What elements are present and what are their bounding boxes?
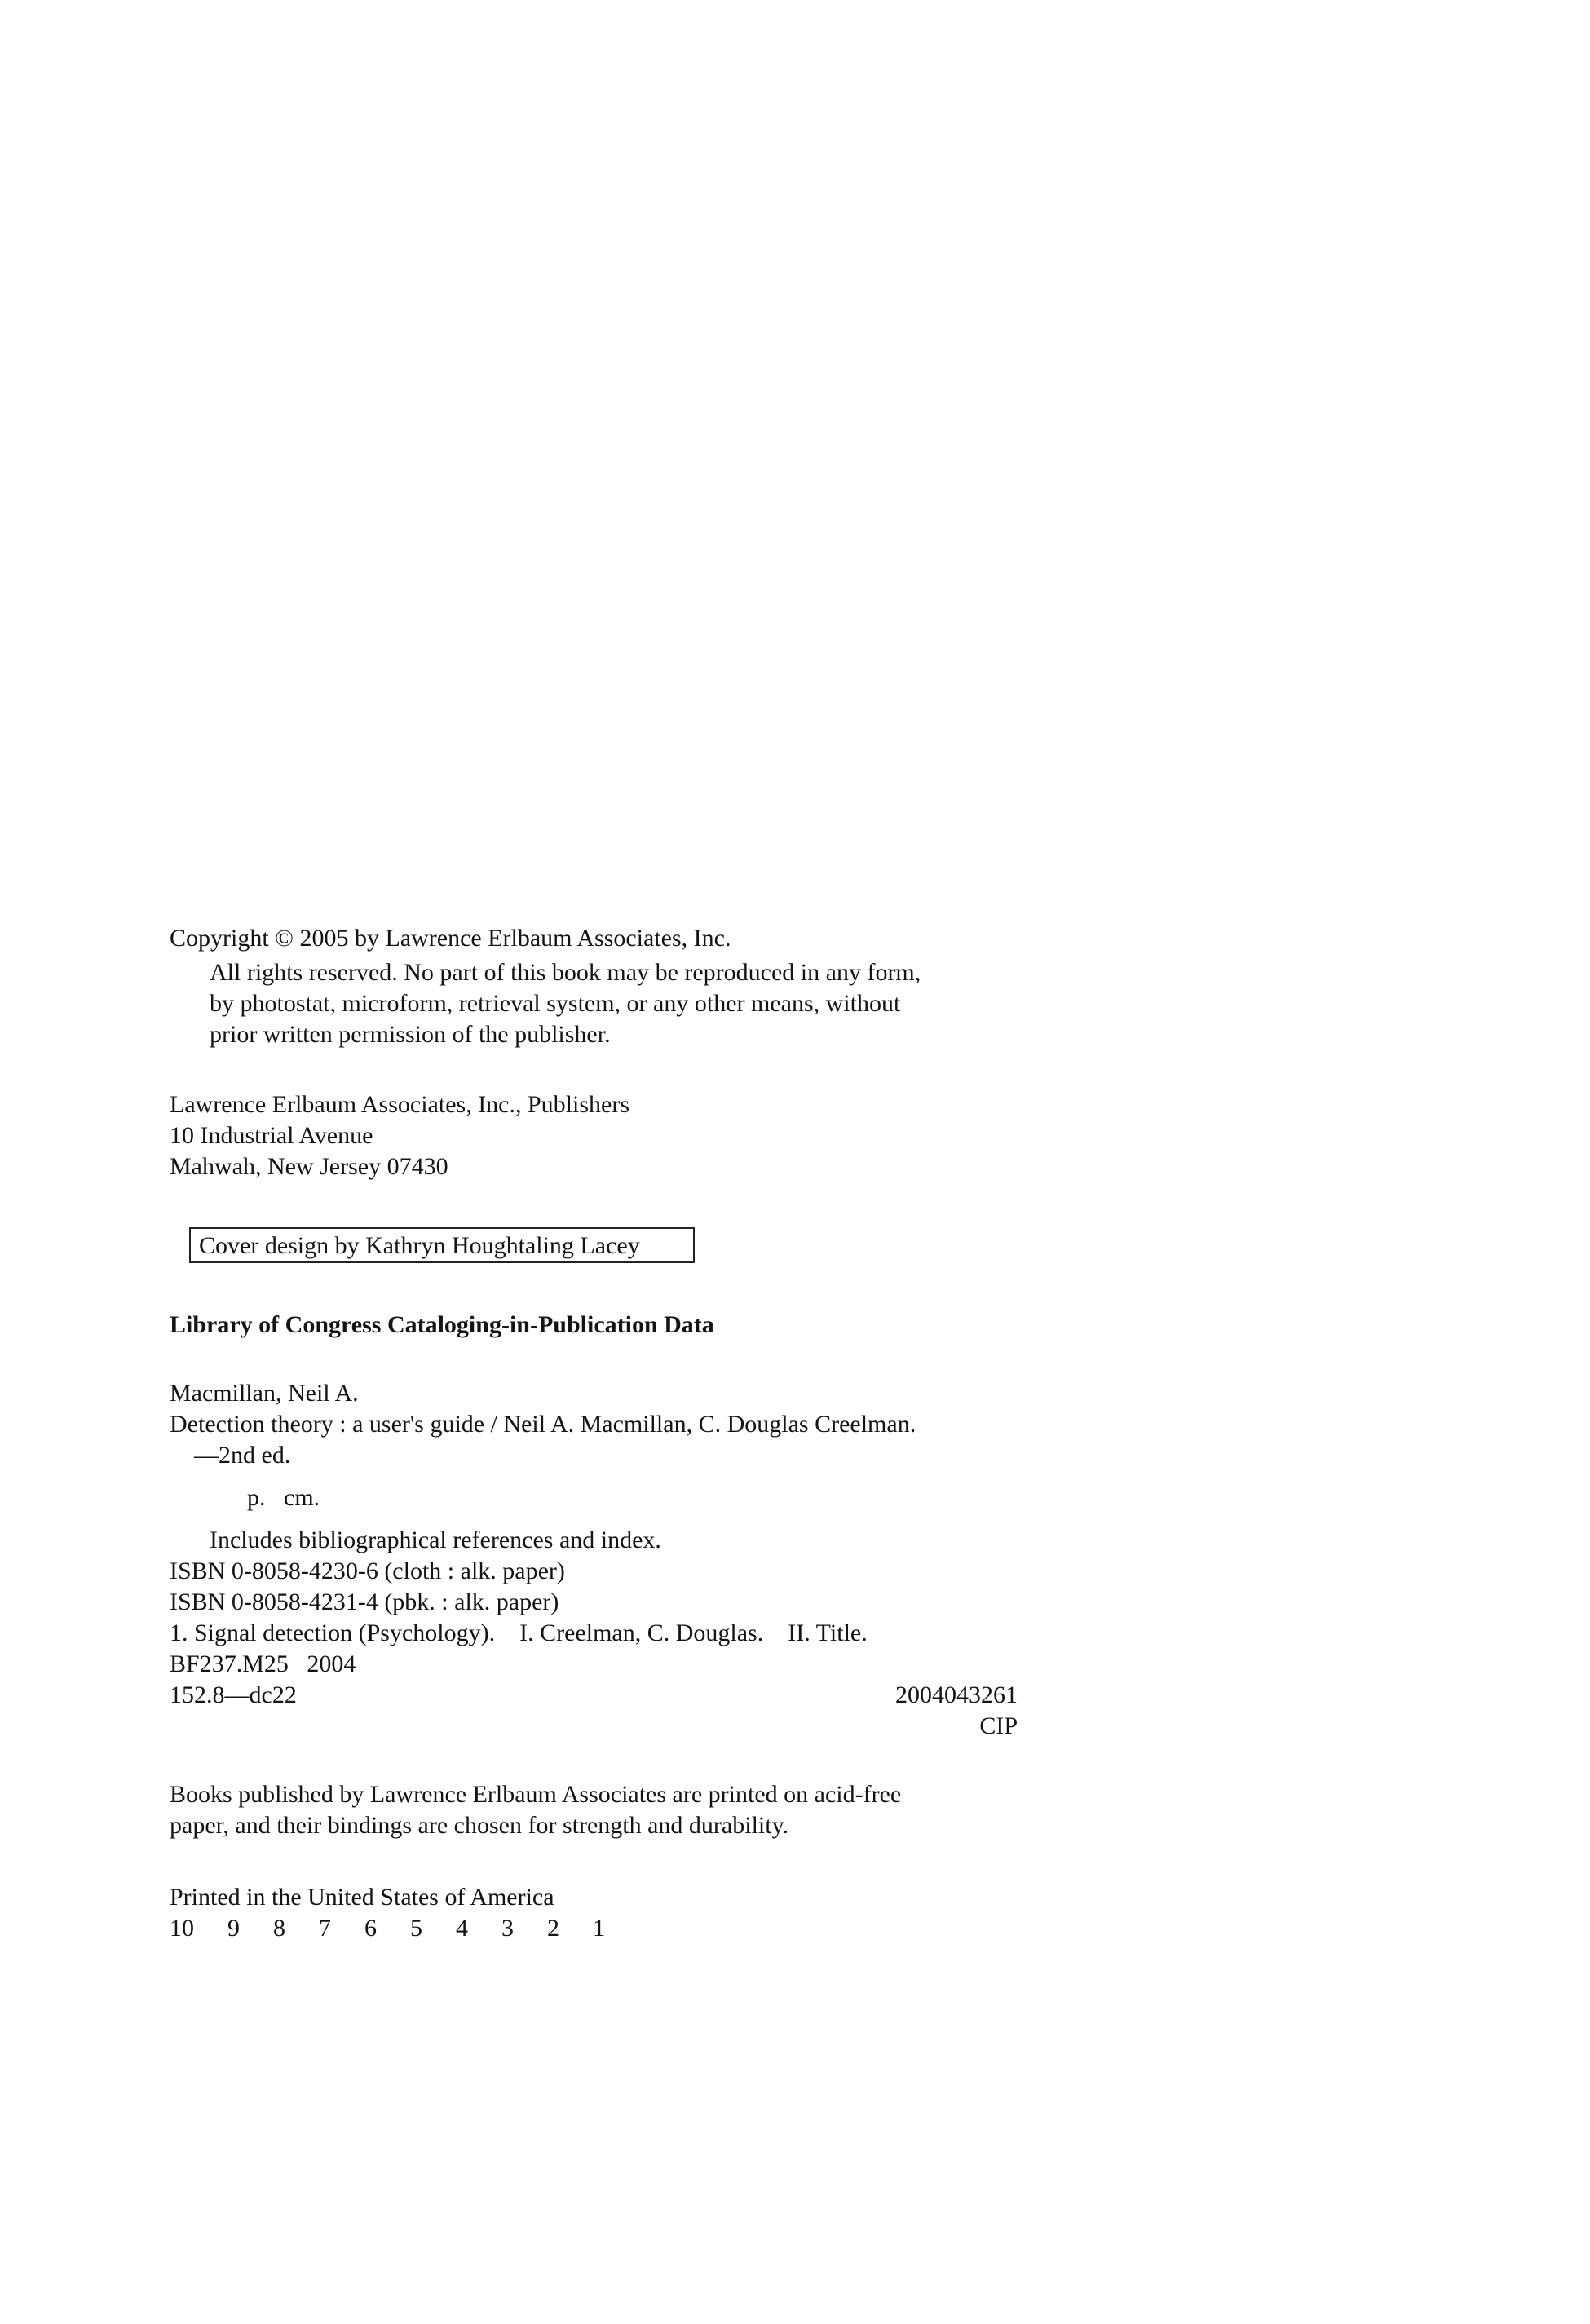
publisher-address bbox=[170, 1089, 1034, 1182]
cover-credit-box bbox=[189, 1227, 695, 1263]
rights-line-3: prior written permission of the publisher. bbox=[210, 1021, 611, 1048]
cip-isbn-pbk: ISBN 0-8058-4231-4 (pbk. : alk. paper) bbox=[170, 1588, 559, 1615]
cover-credit-text: Cover design by Kathryn Houghtaling Lacey bbox=[199, 1232, 640, 1259]
publisher-street: 10 Industrial Avenue bbox=[170, 1122, 373, 1149]
copyright-block bbox=[170, 923, 1034, 1050]
rights-line-2: by photostat, microform, retrieval system, or any other means, without bbox=[210, 990, 901, 1017]
cip-isbn-cloth: ISBN 0-8058-4230-6 (cloth : alk. paper) bbox=[170, 1557, 565, 1584]
cip-title: Detection theory : a user's guide / Neil A. Macmillan, C. Douglas Creelman. bbox=[170, 1411, 916, 1438]
paper-note bbox=[170, 1779, 1034, 1841]
cip-data bbox=[170, 1378, 1034, 1742]
cip-heading-block bbox=[170, 1310, 1034, 1341]
cip-dewey: 152.8—dc22 bbox=[170, 1681, 297, 1708]
publisher-name: Lawrence Erlbaum Associates, Inc., Publishers bbox=[170, 1091, 630, 1118]
cip-heading: Library of Congress Cataloging-in-Publication Data bbox=[170, 1311, 714, 1338]
cip-notes: Includes bibliographical references and index. bbox=[210, 1527, 661, 1553]
cip-edition: —2nd ed. bbox=[194, 1442, 291, 1469]
paper-note-line-2: paper, and their bindings are chosen for strength and durability. bbox=[170, 1812, 789, 1839]
rights-line-1: All rights reserved. No part of this book may be reproduced in any form, bbox=[210, 959, 921, 986]
paper-note-line-1: Books published by Lawrence Erlbaum Associates are printed on acid-free bbox=[170, 1781, 902, 1808]
cip-dewey-row bbox=[170, 1680, 1018, 1711]
cip-author: Macmillan, Neil A. bbox=[170, 1380, 359, 1407]
cip-subjects: 1. Signal detection (Psychology). I. Creelman, C. Douglas. II. Title. bbox=[170, 1619, 868, 1646]
cip-mark: CIP bbox=[979, 1712, 1018, 1739]
printing-numbers: 10 9 8 7 6 5 4 3 2 1 bbox=[170, 1915, 605, 1942]
cip-lc-class: BF237.M25 2004 bbox=[170, 1650, 356, 1677]
publisher-city: Mahwah, New Jersey 07430 bbox=[170, 1153, 448, 1180]
printing-info bbox=[170, 1882, 1034, 1944]
cip-pages: p. cm. bbox=[247, 1484, 320, 1511]
copyright-line: Copyright © 2005 by Lawrence Erlbaum Associates, Inc. bbox=[170, 925, 731, 952]
cip-lccn: 2004043261 bbox=[895, 1681, 1018, 1708]
printing-country: Printed in the United States of America bbox=[170, 1884, 554, 1911]
